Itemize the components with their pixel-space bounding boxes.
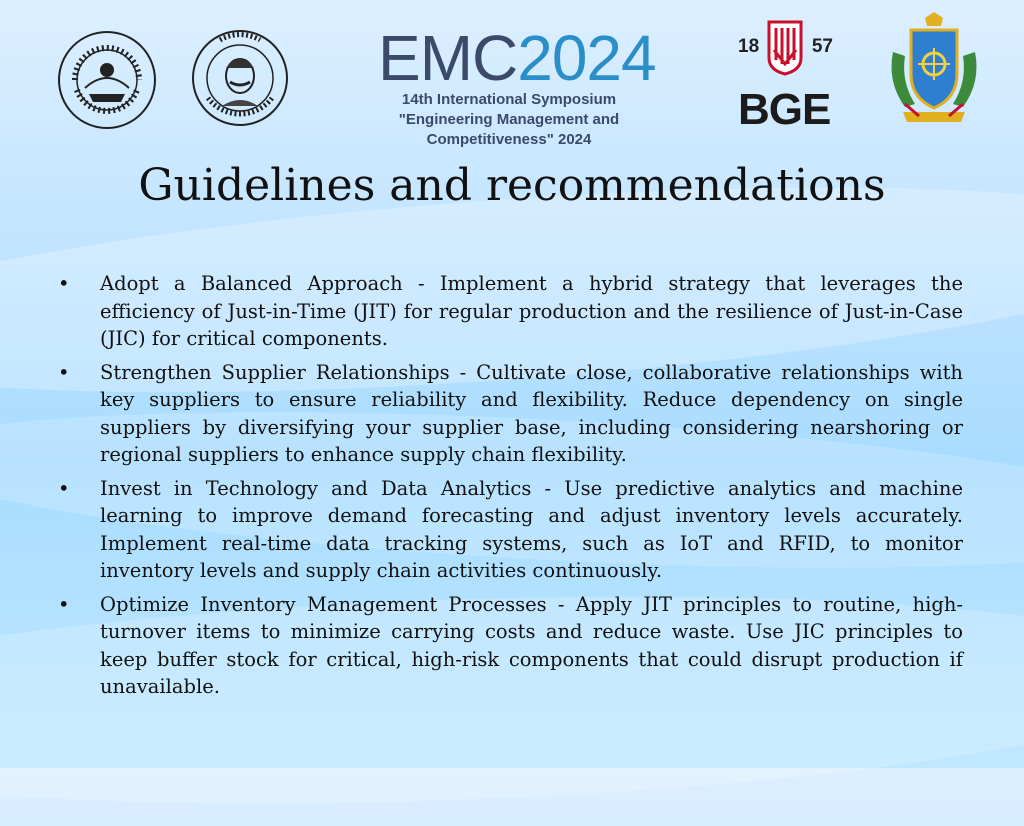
university-novi-sad-logo — [55, 28, 160, 133]
emc-logo-subtitle — [374, 90, 644, 150]
bge-name: BGE — [738, 85, 831, 134]
bullet-icon: • — [58, 360, 70, 384]
bge-shield-icon — [766, 20, 804, 76]
list-item-text: Optimize Inventory Management Processes - Apply JIT principles to routine, high-turnover items to minimize carrying costs and reduce waste. Use JIC principles to keep buffer stock for critical, high-risk components that could disrupt production if unavailable. — [100, 592, 963, 698]
list-item — [58, 475, 963, 585]
emc-logo-part1: EMC — [378, 22, 518, 94]
bge-years — [738, 18, 833, 78]
emc-subtitle-line: 14th International Symposium — [401, 91, 617, 108]
bge-logo — [738, 18, 833, 134]
bge-year-left: 18 — [738, 36, 760, 57]
bullet-icon: • — [58, 592, 70, 616]
coat-of-arms-logo — [885, 12, 983, 127]
list-item-text: Adopt a Balanced Approach - Implement a hybrid strategy that leverages the efficiency of Just-in-Time (JIT) for regular production and the resilience of Just-in-Case (JIC) for critical components. — [100, 272, 963, 350]
list-item-text: Invest in Technology and Data Analytics - Use predictive analytics and machine learning to improve demand forecasting and adjust inventory levels accurately. Implement real-time data tracking systems, such as IoT and RFID, to monitor inventory levels and supply chain activities continuously. — [100, 476, 963, 582]
emc-logo-part2: 2024 — [517, 22, 656, 94]
bullet-icon: • — [58, 272, 70, 295]
page-title: Guidelines and recommendations — [138, 160, 886, 211]
technical-faculty-logo — [190, 28, 290, 128]
emc-subtitle-line: Competitiveness" 2024 — [426, 131, 592, 148]
list-item — [58, 270, 963, 353]
bge-year-right: 57 — [811, 36, 833, 57]
list-item — [58, 359, 963, 469]
emc-logo-title — [378, 22, 656, 94]
list-item — [58, 591, 963, 701]
emc-subtitle-line: "Engineering Management and — [398, 111, 620, 128]
recommendations-list — [58, 270, 963, 707]
bullet-icon: • — [58, 476, 70, 500]
list-item-text: Strengthen Supplier Relationships - Cultivate close, collaborative relationships with key suppliers to ensure reliability and flexibility. Reduce dependency on single suppliers by diversifying your supplier base, including considering nearshoring or regional suppliers to enhance supply chain flexibility. — [100, 360, 963, 466]
emc2024-logo — [378, 22, 656, 150]
